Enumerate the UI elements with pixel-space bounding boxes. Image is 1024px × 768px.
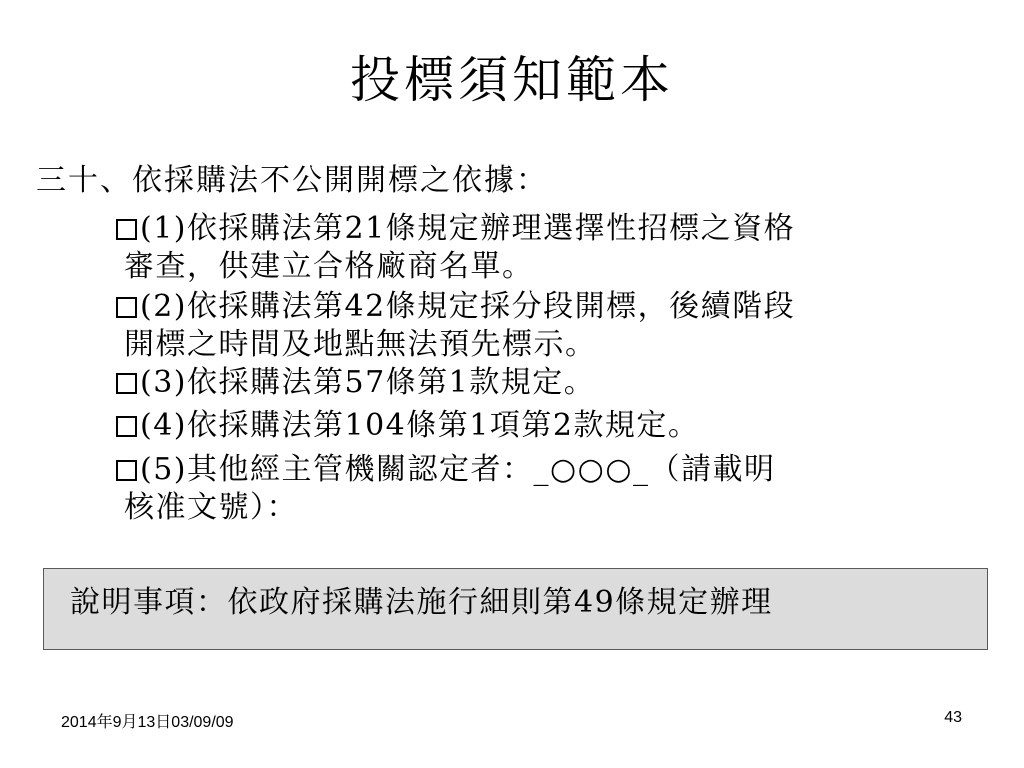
item-text: (2)依採購法第42條規定採分段開標，後續階段 xyxy=(140,289,796,324)
item-text-continuation: 開標之時間及地點無法預先標示。 xyxy=(124,327,597,362)
item-text-continuation: 核准文號）： xyxy=(124,490,298,525)
item-text: (3)依採購法第57條第1款規定。 xyxy=(140,365,596,400)
item-text: (1)依採購法第21條規定辦理選擇性招標之資格 xyxy=(140,211,796,246)
checkbox-icon[interactable] xyxy=(116,373,137,394)
note-text: 說明事項：依政府採購法施行細則第49條規定辦理 xyxy=(70,585,773,620)
list-item-4 xyxy=(116,407,976,445)
item-text-continuation: 審查，供建立合格廠商名單。 xyxy=(124,249,534,284)
note-box xyxy=(43,568,988,650)
checkbox-icon[interactable] xyxy=(116,219,137,240)
footer-date: 2014年9月13日03/09/09 xyxy=(61,714,234,731)
checkbox-icon[interactable] xyxy=(116,416,137,437)
checkbox-icon[interactable] xyxy=(116,297,137,318)
item-text: (5)其他經主管機關認定者：_○○○_（請載明 xyxy=(140,452,776,487)
section-heading: 三十、依採購法不公開開標之依據： xyxy=(36,163,548,198)
list-item-2 xyxy=(116,288,976,364)
list-item-3 xyxy=(116,364,976,402)
page-number: 43 xyxy=(944,709,962,726)
checkbox-icon[interactable] xyxy=(116,460,137,481)
slide-title: 投標須知範本 xyxy=(350,51,674,109)
list-item-5 xyxy=(116,451,976,527)
list-item-1 xyxy=(116,210,976,286)
item-text: (4)依採購法第104條第1項第2款規定。 xyxy=(140,408,700,443)
